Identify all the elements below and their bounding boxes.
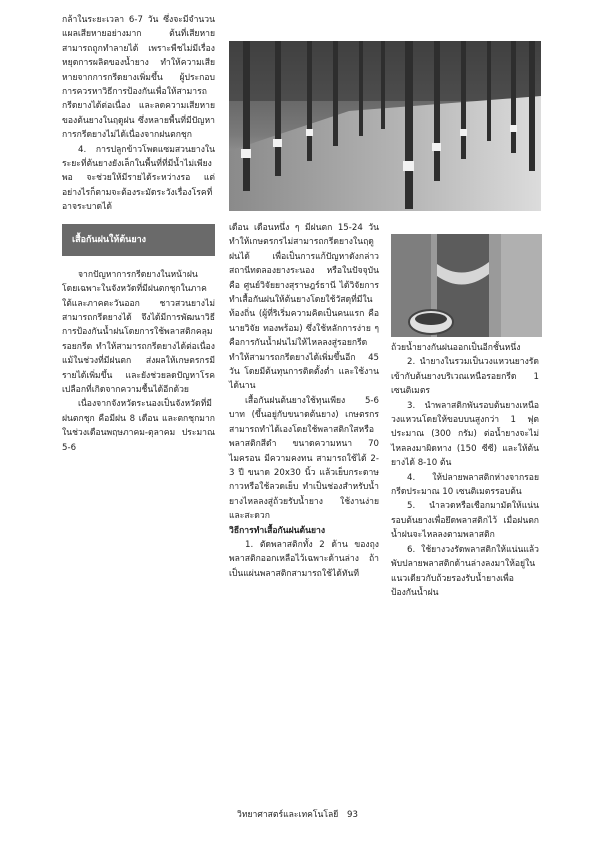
right-column xyxy=(391,341,539,600)
body-paragraph: เดือน เดือนหนึ่ง ๆ มีฝนตก 15-24 วัน ทำให้เกษตรกรไม่สามารถกรีดยางในฤดูฝนได้ เพื่อเป็นการแก้ปัญหาดังกล่าว สถานีทดลองยางระนอง หรือในปัจจุบัน คือ ศูนย์วิจัยยางสุราษฎร์ธานี ได้วิจัยการทำเสื้อกันฝนให้ต้นยางโดยใช้วัสดุที่มีในท้องถิ่น (ผู้ที่ริเริ่มความคิดเป็นคนแรก คือ นายวิจัย ทองพร้อม) ซึ่งใช้หลักการง่าย ๆ คือการกันน้ำฝนไม่ให้ไหลลงสู่รอยกรีด ทำให้สามารถกรีดยางได้เพิ่มขึ้นอีก 45 วัน โดยมีต้นทุนการติดตั้งต่ำ และใช้งานได้นาน xyxy=(229,223,379,392)
body-paragraph: 4. การปลูกข้าวโพดแซมสวนยางในระยะที่ต้นยางยังเล็กในพื้นที่ที่มีน้ำไม่เพียงพอ จะช่วยให้มีรายได้ระหว่างรอ แต่อย่างไรก็ตามจะต้องระมัดระวังเรื่องโรคที่อาจระบาดได้ xyxy=(62,144,215,213)
tree-rain-guard-photo xyxy=(391,234,542,337)
body-paragraph: 6. ใช้ยางวงรัดพลาสติกให้แน่นแล้วพับปลายพลาสติกด้านล่างลงมาให้อยู่ในแนวเดียวกับถ้วยรองรับน้ำยางเพื่อป้องกันน้ำฝน xyxy=(391,544,539,598)
body-paragraph: 3. นำพลาสติกพันรอบต้นยางเหนือวงแหวนโดยให้ขอบบนสูงกว่า 1 ฟุต ประมาณ (300 กรัม) ต่อน้ำยางจะไม่ไหลลงมาผิดทาง (150 ซีซี) และให้ต้นยางได้ 8-10 ต้น xyxy=(391,400,539,469)
body-paragraph: เนื่องจากจังหวัดระนองเป็นจังหวัดที่มีฝนตกชุก คือมีฝน 8 เดือน และตกชุกมากในช่วงเดือนพฤษภาคม-ตุลาคม ประมาณ 5-6 xyxy=(62,399,215,453)
section-heading: เสื้อกันฝนให้ต้นยาง xyxy=(72,234,147,245)
subheading: วิธีการทำเสื้อกันฝนต้นยาง xyxy=(229,525,326,536)
body-paragraph: ถ้วยน้ำยางกันฝนออกเป็นอีกชั้นหนึ่ง xyxy=(391,343,521,353)
body-paragraph: เสื้อกันฝนต้นยางใช้ทุนเพียง 5-6 บาท (ขึ้นอยู่กับขนาดต้นยาง) เกษตรกรสามารถทำได้เองโดยใช้พลาสติกใสหรือพลาสติกสีดำ ขนาดความหนา 70 ไมครอน มีความคงทน สามารถใช้ได้ 2-3 ปี ขนาด 20x30 นิ้ว แล้วเย็บกระดาษกาวหรือใช้ลวดเย็บ ทำเป็นช่องสำหรับน้ำยางไหลลงสู่ถ้วยรับน้ำยาง ใช้งานง่ายและสะดวก xyxy=(229,395,379,522)
body-paragraph: 5. นำลวดหรือเชือกมามัดให้แน่นรอบต้นยางเพื่อยึดพลาสติกไว้ เมื่อฝนตกน้ำฝนจะไหลลงตามพลาสติก xyxy=(391,501,539,541)
body-paragraph: กล้าในระยะเวลา 6-7 วัน ซึ่งจะมีจำนวนแผลเสียหายอย่างมาก ต้นที่เสียหายสามารถถูกทำลายได้ เพราะพืชไม่มีเรื่องหยุดการผลิตของน้ำยาง ทำให้ความเสียหายจากการกรีดยางเพิ่มขึ้น ผู้ประกอบการควรหาวิธีการป้องกันเพื่อให้สามารถกรีดยางได้ต่อเนื่อง และลดความเสียหายของต้นยางในฤดูฝน ซึ่งหลายพื้นที่มีปัญหาการกรีดยางไม่ได้เนื่องจากฝนตกชุก xyxy=(62,15,215,141)
rubber-plantation-photo xyxy=(229,41,541,211)
section-heading-band xyxy=(62,224,215,256)
body-paragraph: 1. ตัดพลาสติกทั้ง 2 ด้าน ของถุงพลาสติกออกเหลือไว้เฉพาะด้านล่าง ถ้าเป็นแผ่นพลาสติกสามารถใช้ได้ทันที xyxy=(229,539,379,579)
body-paragraph: จากปัญหาการกรีดยางในหน้าฝน โดยเฉพาะในจังหวัดที่มีฝนตกชุกในภาคใต้และภาคตะวันออก ชาวสวนยางไม่สามารถกรีดยางได้ จึงได้มีการพัฒนาวิธีการป้องกันน้ำฝนโดยการใช้พลาสติกคลุมรอยกรีด ทำให้สามารถกรีดยางได้ต่อเนื่อง แม้ในช่วงที่มีฝนตก ส่งผลให้เกษตรกรมีรายได้เพิ่มขึ้น และยังช่วยลดปัญหาโรคเปลือกที่เกิดจากความชื้นได้อีกด้วย xyxy=(62,269,215,395)
body-paragraph: 4. ให้ปลายพลาสติกห่างจากรอยกรีดประมาณ 10 เซนติเมตรรอบต้น xyxy=(391,472,539,498)
middle-column xyxy=(229,221,379,581)
body-paragraph: 2. นำยางในรวมเป็นวงแหวนยางรัดเข้ากับต้นยางบริเวณเหนือรอยกรีด 1 เซนติเมตร xyxy=(391,357,539,397)
page-footer xyxy=(0,807,595,821)
magazine-name: วิทยาศาสตร์และเทคโนโลยี xyxy=(237,810,339,820)
page-number: 93 xyxy=(347,810,358,820)
left-column xyxy=(62,13,215,455)
